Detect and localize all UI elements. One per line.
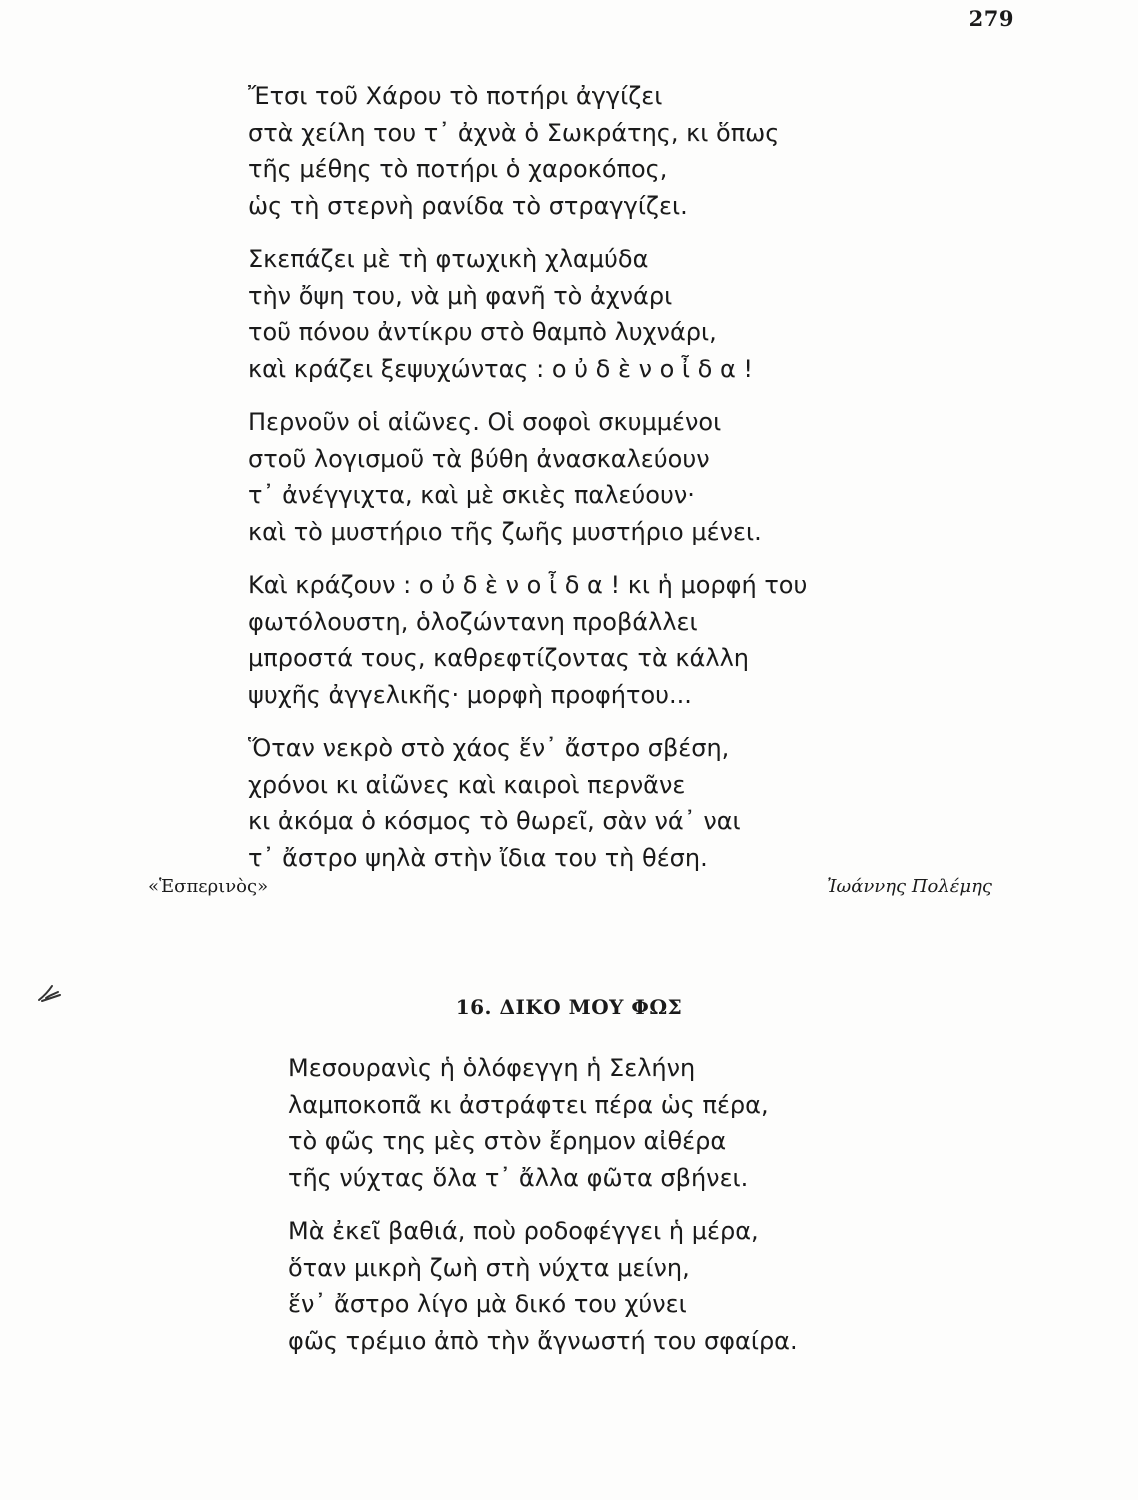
poem-line: μπροστά τους, καθρεφτίζοντας τὰ κάλλη	[248, 644, 749, 672]
poem-line: Μεσουρανὶς ἡ ὁλόφεγγη ἡ Σελήνη	[288, 1054, 696, 1082]
poem-line: τ᾽ ἄστρο ψηλὰ στὴν ἴδια του τὴ θέση.	[248, 843, 708, 872]
poem-diko-mou-fos	[288, 1050, 798, 1376]
poem-line: λαμποκοπᾶ κι ἀστράφτει πέρα ὡς πέρα,	[288, 1090, 769, 1119]
poem-line: στὰ χείλη του τ᾽ ἀχνὰ ὁ Σωκράτης, κι ὅπως	[248, 118, 780, 147]
poem-line: χρόνοι κι αἰῶνες καὶ καιροὶ περνᾶνε	[248, 770, 686, 799]
stanza	[248, 404, 807, 550]
poem-line: ὅταν μικρὴ ζωὴ στὴ νύχτα μείνη,	[288, 1253, 690, 1282]
stanza	[248, 730, 807, 876]
stanza	[248, 78, 807, 224]
stanza	[288, 1050, 798, 1196]
stanza	[248, 567, 807, 713]
poem-line: Ὅταν νεκρὸ στὸ χάος ἕν᾽ ἄστρο σβέση,	[248, 734, 730, 762]
poem-line: τὴν ὄψη του, νὰ μὴ φανῆ τὸ ἀχνάρι	[248, 281, 673, 310]
poem-line: ψυχῆς ἀγγελικῆς· μορφὴ προφήτου...	[248, 680, 692, 709]
poem-line: τ᾽ ἀνέγγιχτα, καὶ μὲ σκιὲς παλεύουν·	[248, 481, 695, 509]
poem-line: φῶς τρέμιο ἀπὸ τὴν ἄγνωστή του σφαίρα.	[288, 1326, 798, 1355]
poem-line: τὸ φῶς της μὲς στὸν ἔρημον αἰθέρα	[288, 1127, 727, 1155]
poem-source: «Ἑσπερινὸς»	[148, 876, 269, 897]
poem-line: Περνοῦν οἱ αἰῶνες. Οἱ σοφοὶ σκυμμένοι	[248, 408, 722, 436]
poem-line: Καὶ κράζουν : ο ὐ δ ὲ ν ο ἶ δ α ! κι ἡ μορφή του	[248, 571, 808, 599]
stanza	[288, 1213, 798, 1359]
poem-author: Ἰωάννης Πολέμης	[827, 876, 992, 897]
poem-line: Σκεπάζει μὲ τὴ φτωχικὴ χλαμύδα	[248, 245, 649, 273]
poem-line: τοῦ πόνου ἀντίκρυ στὸ θαμπὸ λυχνάρι,	[248, 318, 717, 346]
poem-line: φωτόλουστη, ὁλοζώντανη προβάλλει	[248, 607, 698, 636]
section-title: 16. ΔΙΚΟ ΜΟΥ ΦΩΣ	[455, 995, 683, 1019]
poem-line: Ἔτσι τοῦ Χάρου τὸ ποτήρι ἀγγίζει	[248, 82, 663, 110]
poem-line: καὶ τὸ μυστήριο τῆς ζωῆς μυστήριο μένει.	[248, 517, 762, 546]
poem-line: Μὰ ἐκεῖ βαθιά, ποὺ ροδοφέγγει ἡ μέρα,	[288, 1217, 759, 1245]
poem-line: κι ἀκόμα ὁ κόσμος τὸ θωρεῖ, σὰν νά᾽ ναι	[248, 807, 741, 835]
poem-line: ὡς τὴ στερνὴ ρανίδα τὸ στραγγίζει.	[248, 191, 688, 220]
poem-line: τῆς νύχτας ὅλα τ᾽ ἄλλα φῶτα σβήνει.	[288, 1163, 749, 1192]
poem-line: τῆς μέθης τὸ ποτήρι ὁ χαροκόπος,	[248, 155, 668, 183]
poem-line: ἕν᾽ ἄστρο λίγο μὰ δικό του χύνει	[288, 1290, 687, 1318]
poem-line: καὶ κράζει ξεψυχώντας : ο ὐ δ ὲ ν ο ἶ δ α !	[248, 354, 754, 383]
poem-line: στοῦ λογισμοῦ τὰ βύθη ἀνασκαλεύουν	[248, 444, 710, 473]
page-number: 279	[968, 6, 1014, 31]
poem-socrates	[248, 78, 807, 893]
stanza	[248, 241, 807, 387]
